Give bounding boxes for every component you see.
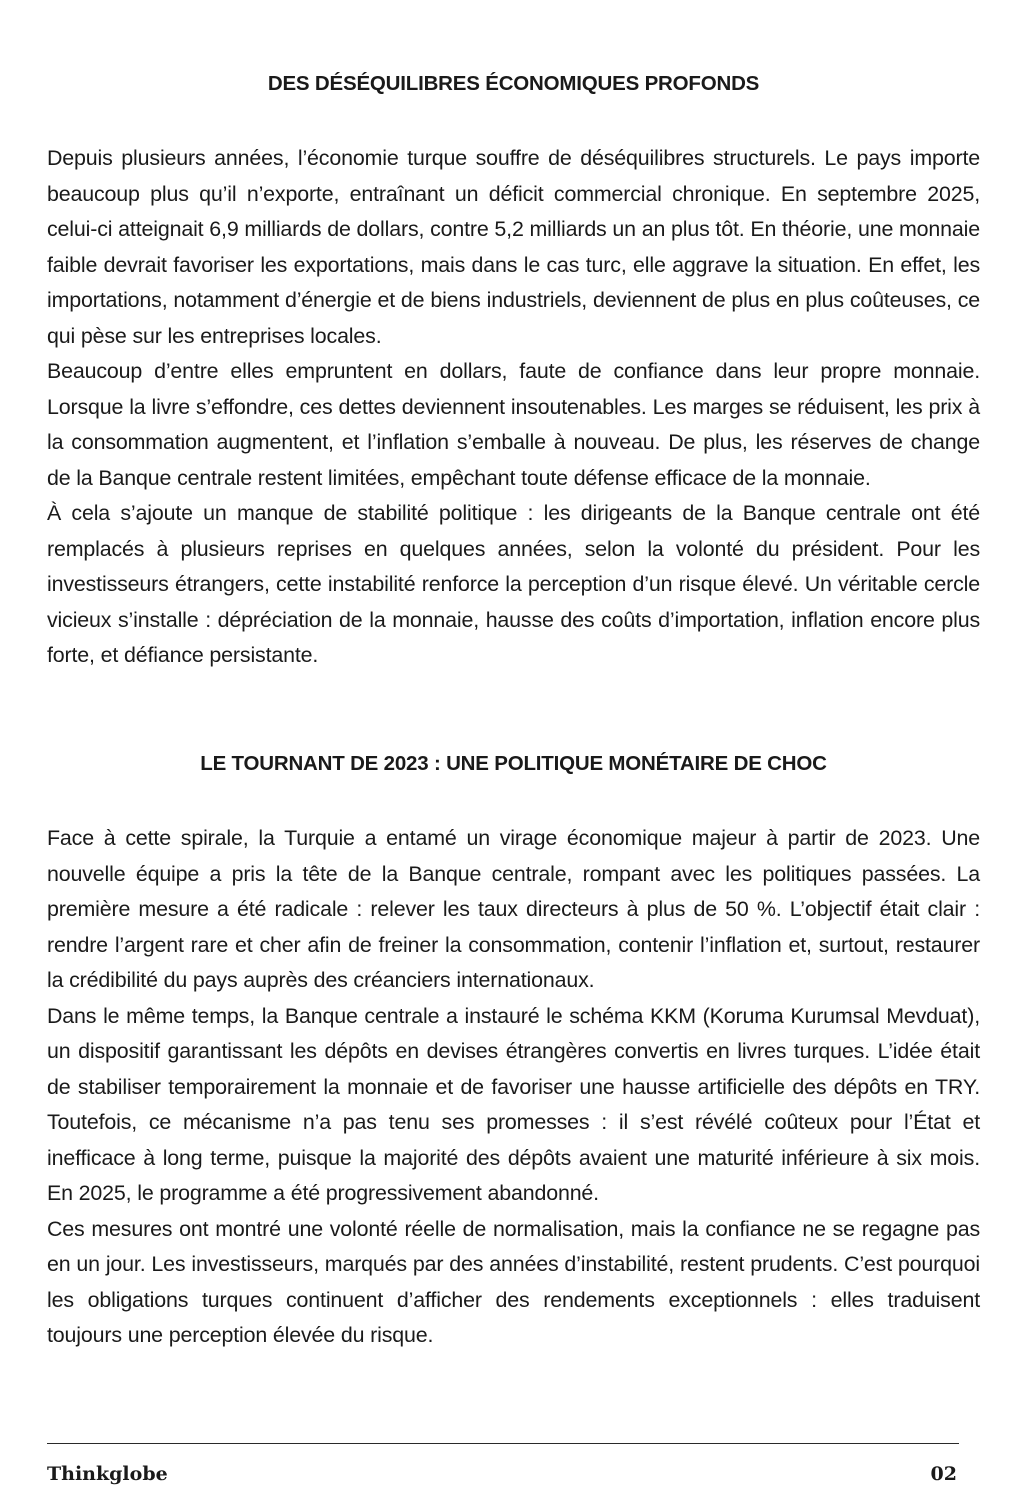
page-number: 02 (930, 1463, 957, 1485)
section-1-body (47, 141, 980, 674)
footer-brand: Thinkglobe (47, 1463, 168, 1485)
paragraph: À cela s’ajoute un manque de stabilité politique : les dirigeants de la Banque centrale ont été remplacés à plusieurs reprises en quelques années, selon la volonté du président. Pour les investisseurs étrangers, cette instabilité renforce la perception d’un risque élevé. Un véritable cercle vicieux s’installe : dépréciation de la monnaie, hausse des coûts d’importation, inflation encore plus forte, et défiance persistante. (47, 501, 980, 667)
footer-divider (47, 1443, 959, 1444)
paragraph: Dans le même temps, la Banque centrale a instauré le schéma KKM (Koruma Kurumsal Mevduat), un dispositif garantissant les dépôts en devises étrangères convertis en livres turques. L’idée était de stabiliser temporairement la monnaie et de favoriser une hausse artificielle des dépôts en TRY. Toutefois, ce mécanisme n’a pas tenu ses promesses : il s’est révélé coûteux pour l’État et inefficace à long terme, puisque la majorité des dépôts avaient une maturité inférieure à six mois. En 2025, le programme a été progressivement abandonné. (47, 1003, 980, 1205)
paragraph: Beaucoup d’entre elles empruntent en dollars, faute de confiance dans leur propre monnaie. Lorsque la livre s’effondre, ces dettes deviennent insoutenables. Les marges se réduisent, les prix à la consommation augmentent, et l’inflation s’emballe à nouveau. De plus, les réserves de change de la Banque centrale restent limitées, empêchant toute défense efficace de la monnaie. (47, 359, 980, 490)
section-2-heading: LE TOURNANT DE 2023 : UNE POLITIQUE MONÉTAIRE DE CHOC (200, 752, 827, 775)
section-2-body (47, 821, 980, 1354)
paragraph: Depuis plusieurs années, l’économie turque souffre de déséquilibres structurels. Le pays importe beaucoup plus qu’il n’exporte, entraînant un déficit commercial chronique. En septembre 2025, celui-ci atteignait 6,9 milliards de dollars, contre 5,2 milliards un an plus tôt. En théorie, une monnaie faible devrait favoriser les exportations, mais dans le cas turc, elle aggrave la situation. En effet, les importations, notamment d’énergie et de biens industriels, deviennent de plus en plus coûteuses, ce qui pèse sur les entreprises locales. (47, 146, 980, 348)
paragraph: Ces mesures ont montré une volonté réelle de normalisation, mais la confiance ne se regagne pas en un jour. Les investisseurs, marqués par des années d’instabilité, restent prudents. C’est pourquoi les obligations turques continuent d’afficher des rendements exceptionnels : elles traduisent toujours une perception élevée du risque. (47, 1216, 980, 1347)
paragraph: Face à cette spirale, la Turquie a entamé un virage économique majeur à partir de 2023. Une nouvelle équipe a pris la tête de la Banque centrale, rompant avec les politiques passées. La première mesure a été radicale : relever les taux directeurs à plus de 50 %. L’objectif était clair : rendre l’argent rare et cher afin de freiner la consommation, contenir l’inflation et, surtout, restaurer la crédibilité du pays auprès des créanciers internationaux. (47, 826, 980, 992)
section-1-heading: DES DÉSÉQUILIBRES ÉCONOMIQUES PROFONDS (267, 72, 760, 95)
